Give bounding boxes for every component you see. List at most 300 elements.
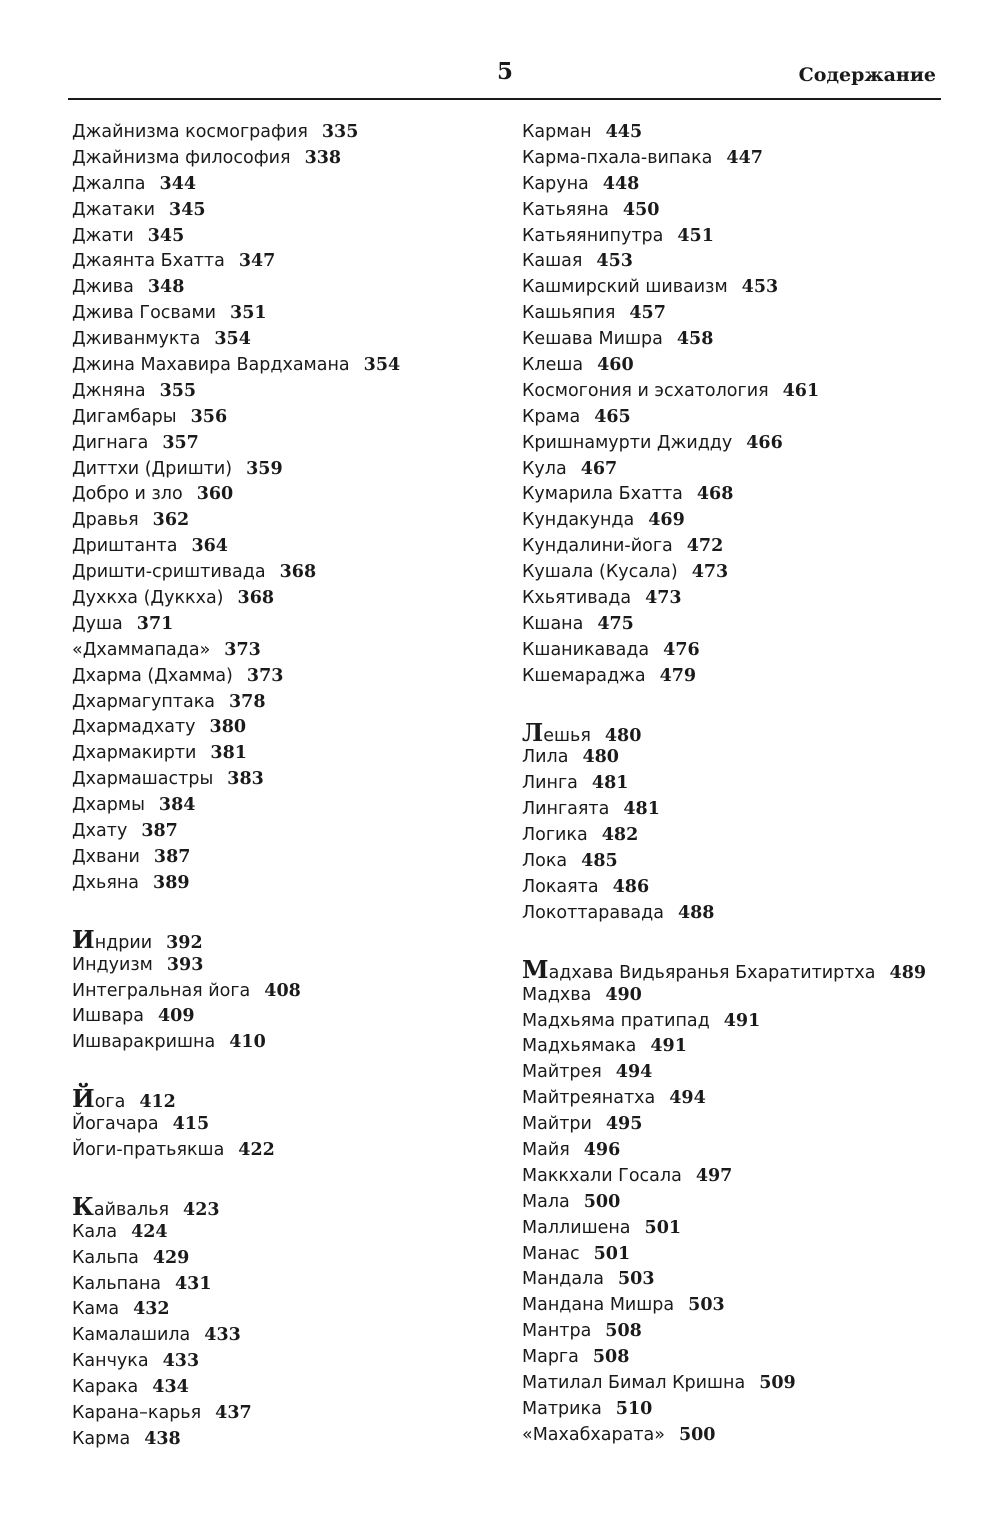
index-page-number: 503 (688, 1295, 725, 1316)
index-page-number: 481 (591, 773, 629, 794)
header-rule (68, 98, 941, 100)
index-page-number: 491 (723, 1010, 761, 1031)
running-header-title: Содержание (798, 64, 936, 86)
index-term: Кула (522, 458, 567, 479)
index-page-number: 458 (676, 329, 714, 350)
index-term: Дхармашастры (72, 769, 214, 790)
section-initial-letter: И (72, 924, 95, 954)
index-term: Мадхва (522, 984, 592, 1005)
index-term: Майтрея (522, 1062, 602, 1083)
index-entry (72, 979, 492, 1005)
index-page-number: 354 (214, 329, 251, 350)
index-term: Матрика (522, 1398, 602, 1419)
index-term: Интегральная йога (72, 980, 251, 1001)
index-term: Йоги-пратьякша (72, 1139, 225, 1160)
index-page-number: 360 (196, 484, 234, 505)
index-term: Лила (522, 747, 569, 768)
index-entry (72, 664, 492, 690)
index-page-number: 473 (691, 562, 729, 583)
index-page-number: 429 (152, 1247, 190, 1268)
index-term: Локоттаравада (522, 902, 664, 923)
index-entry (72, 146, 492, 172)
index-entry (522, 482, 962, 508)
index-entry (522, 1112, 962, 1138)
index-term: Дриштанта (72, 536, 178, 557)
index-page-number: 460 (597, 355, 634, 376)
index-page-number: 433 (204, 1325, 241, 1346)
index-page-number: 431 (174, 1273, 212, 1294)
index-page-number: 378 (229, 691, 266, 712)
index-page-number: 509 (759, 1372, 796, 1393)
index-term: Карма (72, 1428, 131, 1449)
index-term: Карман (522, 122, 592, 142)
index-term: Кхьятивада (522, 588, 632, 609)
index-term: Майя (522, 1139, 570, 1160)
index-page-number: 438 (144, 1428, 181, 1449)
page-number: 5 (496, 58, 513, 85)
index-entry (72, 405, 492, 431)
index-term: ешья (543, 725, 591, 746)
index-page-number: 497 (695, 1165, 733, 1186)
index-page-number: 482 (601, 825, 639, 846)
index-term: Майтри (522, 1114, 592, 1135)
index-term: Дхату (72, 821, 128, 842)
index-term: Кашьяпия (522, 303, 616, 324)
index-entry-section-start (72, 1191, 492, 1221)
index-term: Дхармакирти (72, 743, 197, 764)
index-entry (522, 586, 962, 612)
index-page-number: 466 (746, 432, 783, 453)
index-term: Кальпана (72, 1273, 161, 1294)
index-page-number: 508 (592, 1347, 630, 1368)
index-entry (522, 224, 962, 250)
index-term: Дхвани (72, 846, 140, 867)
index-entry (522, 457, 962, 483)
index-page-number: 468 (696, 484, 734, 505)
index-term: «Дхаммапада» (72, 639, 211, 660)
index-page-number: 383 (227, 769, 264, 790)
index-page-number: 491 (650, 1036, 687, 1057)
index-term: Карака (72, 1377, 139, 1398)
index-page-number: 335 (321, 122, 359, 142)
index-term: Дигамбары (72, 406, 177, 427)
index-page-number: 495 (605, 1114, 643, 1135)
index-term: Дхармагуптака (72, 691, 215, 712)
index-term: Маллишена (522, 1217, 631, 1238)
index-page-number: 457 (629, 303, 666, 324)
index-entry (522, 508, 962, 534)
index-page-number: 503 (618, 1269, 655, 1290)
index-term: Лока (522, 851, 568, 872)
index-entry (72, 172, 492, 198)
index-entry (522, 301, 962, 327)
index-term: Джатаки (72, 199, 156, 220)
index-entry (522, 146, 962, 172)
index-entry (72, 1401, 492, 1427)
index-page-number: 409 (157, 1006, 195, 1027)
index-term: Кшана (522, 613, 584, 634)
index-term: Катьяянипутра (522, 225, 664, 246)
index-page-number: 445 (605, 122, 643, 142)
index-entry (72, 275, 492, 301)
index-entry (522, 1267, 962, 1293)
index-page-number: 453 (741, 277, 779, 298)
index-entry (72, 301, 492, 327)
index-term: Индуизм (72, 954, 153, 975)
index-term: Кришнамурти Джидду (522, 432, 733, 453)
index-entry (522, 875, 962, 901)
index-entry (72, 715, 492, 741)
index-page-number: 373 (246, 665, 284, 686)
index-entry (72, 508, 492, 534)
index-entry (522, 1060, 962, 1086)
index-entry (522, 771, 962, 797)
index-term: ндрии (94, 932, 153, 953)
index-page-number: 412 (139, 1092, 176, 1113)
index-term: Джива (72, 277, 134, 298)
index-entry (72, 1138, 492, 1164)
index-page-number: 450 (622, 199, 660, 220)
index-entry (72, 1004, 492, 1030)
index-entry (522, 1086, 962, 1112)
index-term: Мандала (522, 1269, 604, 1290)
index-term: Камалашила (72, 1325, 191, 1346)
index-entry (522, 275, 962, 301)
index-page-number: 469 (648, 510, 685, 531)
index-page-number: 501 (593, 1243, 631, 1264)
index-term: Марга (522, 1347, 579, 1368)
index-entry (522, 1009, 962, 1035)
index-page-number: 434 (152, 1377, 189, 1398)
index-entry (72, 690, 492, 716)
index-term: Дхьяна (72, 872, 140, 893)
index-page-number: 448 (602, 173, 640, 194)
index-entry (72, 327, 492, 353)
index-term: Джаянта Бхатта (72, 251, 225, 272)
index-entry (522, 745, 962, 771)
index-term: Маккхали Госала (522, 1165, 682, 1186)
index-page-number: 384 (158, 795, 196, 816)
index-entry-section-start (522, 954, 962, 984)
index-page-number: 473 (645, 588, 682, 609)
index-term: Кашая (522, 251, 583, 272)
index-page-number: 344 (159, 173, 197, 194)
index-entry (72, 586, 492, 612)
index-entry (72, 1375, 492, 1401)
index-page-number: 480 (582, 747, 619, 768)
index-term: Матилал Бимал Кришна (522, 1372, 746, 1393)
index-entry (522, 849, 962, 875)
index-term: Йогачара (72, 1114, 159, 1135)
index-entry (72, 1030, 492, 1056)
index-term: Джати (72, 225, 134, 246)
index-page-number: 373 (224, 639, 261, 660)
index-entry (72, 353, 492, 379)
index-column-left (72, 120, 492, 1453)
index-page-number: 481 (623, 799, 660, 820)
index-page-number: 422 (238, 1139, 275, 1160)
index-page-number: 381 (210, 743, 247, 764)
index-term: Кундакунда (522, 510, 635, 531)
index-page-number: 371 (136, 613, 174, 634)
index-entry (522, 1345, 962, 1371)
index-term: Диттхи (Дришти) (72, 458, 233, 479)
index-entry (522, 1034, 962, 1060)
index-term: Космогония и эсхатология (522, 380, 769, 401)
index-entry (72, 638, 492, 664)
index-term: Джива Госвами (72, 303, 217, 324)
index-entry (72, 534, 492, 560)
index-page-number: 500 (583, 1191, 621, 1212)
index-term: Мала (522, 1191, 570, 1212)
index-entry (522, 901, 962, 927)
index-entry (72, 793, 492, 819)
index-term: «Махабхарата» (522, 1424, 665, 1445)
index-page-number: 424 (131, 1221, 168, 1242)
index-term: Кшаникавада (522, 639, 650, 660)
index-entry (72, 457, 492, 483)
index-page-number: 461 (782, 380, 820, 401)
index-page-number: 364 (191, 536, 228, 557)
index-term: Дигнага (72, 432, 149, 453)
index-page-number: 356 (190, 406, 228, 427)
index-column-right (522, 120, 962, 1449)
index-entry (72, 767, 492, 793)
index-page-number: 410 (229, 1032, 266, 1053)
index-page-number: 415 (172, 1114, 210, 1135)
index-entry (72, 845, 492, 871)
index-page-number: 494 (615, 1062, 653, 1083)
section-initial-letter: М (522, 954, 549, 984)
index-term: Дхармы (72, 795, 145, 816)
index-page-number: 408 (264, 980, 301, 1001)
index-term: Локаята (522, 876, 599, 897)
index-term: Мадхьяма пратипад (522, 1010, 710, 1031)
index-page-number: 432 (133, 1299, 170, 1320)
section-initial-letter: К (72, 1191, 94, 1221)
index-page-number: 501 (644, 1217, 682, 1238)
index-entry (72, 379, 492, 405)
index-entry (522, 327, 962, 353)
index-term: Клеша (522, 355, 584, 376)
index-term: Линга (522, 773, 578, 794)
index-term: Кама (72, 1299, 120, 1320)
index-term: Кумарила Бхатта (522, 484, 683, 505)
index-page-number: 380 (209, 717, 247, 738)
index-term: Дришти-сриштивада (72, 562, 266, 583)
index-entry (522, 560, 962, 586)
index-term: ога (94, 1092, 126, 1113)
index-term: Майтреянатха (522, 1088, 656, 1109)
index-page-number: 357 (162, 432, 199, 453)
index-page-number: 345 (147, 225, 185, 246)
index-entry (522, 1371, 962, 1397)
index-entry (522, 1293, 962, 1319)
index-page-number: 347 (238, 251, 276, 272)
index-page-number: 359 (246, 458, 283, 479)
index-entry (72, 871, 492, 897)
index-term: Джайнизма космография (72, 122, 308, 142)
index-entry (522, 120, 962, 146)
index-page-number: 451 (677, 225, 714, 246)
index-page-number: 465 (594, 406, 631, 427)
index-entry (522, 405, 962, 431)
index-page-number: 480 (604, 725, 642, 746)
index-page-number: 355 (159, 380, 197, 401)
index-entry (72, 819, 492, 845)
index-term: Джняна (72, 380, 146, 401)
index-page-number: 368 (237, 588, 275, 609)
index-term: Кешава Мишра (522, 329, 663, 350)
index-term: Манас (522, 1243, 580, 1264)
index-entry (522, 198, 962, 224)
index-entry (72, 249, 492, 275)
index-entry (522, 431, 962, 457)
index-term: Крама (522, 406, 581, 427)
index-page-number: 389 (153, 872, 190, 893)
index-entry (522, 664, 962, 690)
index-page-number: 433 (162, 1351, 200, 1372)
index-entry (72, 612, 492, 638)
index-term: Мантра (522, 1321, 592, 1342)
index-page-number: 338 (304, 147, 342, 168)
index-entry (522, 1164, 962, 1190)
index-entry (72, 1272, 492, 1298)
index-entry (72, 1427, 492, 1453)
index-page-number: 392 (166, 932, 203, 953)
index-entry (72, 1297, 492, 1323)
index-entry (72, 741, 492, 767)
index-entry-section-start (72, 1086, 492, 1112)
index-page-number: 496 (583, 1139, 621, 1160)
section-initial-letter: Й (72, 1084, 95, 1114)
index-page-number: 423 (183, 1199, 220, 1220)
index-term: Канчука (72, 1351, 149, 1372)
index-term: Добро и зло (72, 484, 183, 505)
index-page-number: 387 (141, 821, 178, 842)
index-page-number: 479 (659, 665, 697, 686)
index-term: Каруна (522, 173, 589, 194)
index-entry (522, 1216, 962, 1242)
index-term: Мадхьямака (522, 1036, 637, 1057)
index-entry-section-start (72, 924, 492, 954)
index-page-number: 475 (597, 613, 634, 634)
index-term: Лингаята (522, 799, 610, 820)
index-entry (522, 638, 962, 664)
index-entry (522, 1397, 962, 1423)
index-term: Мандана Мишра (522, 1295, 675, 1316)
index-term: айвалья (93, 1199, 170, 1220)
index-entry (522, 249, 962, 275)
index-page-number: 447 (726, 147, 763, 168)
index-page-number: 472 (686, 536, 724, 557)
index-term: Кушала (Кусала) (522, 562, 678, 583)
index-entry (72, 198, 492, 224)
index-term: Дхармадхату (72, 717, 196, 738)
index-term: Духкха (Дуккха) (72, 588, 224, 609)
index-term: Кальпа (72, 1247, 139, 1268)
index-entry (522, 1423, 962, 1449)
index-entry (522, 353, 962, 379)
index-page-number: 510 (615, 1398, 653, 1419)
index-entry (72, 482, 492, 508)
index-entry (72, 120, 492, 146)
index-term: Дхарма (Дхамма) (72, 665, 233, 686)
index-term: Кашмирский шиваизм (522, 277, 728, 298)
index-page-number: 362 (152, 510, 190, 531)
index-page-number: 494 (669, 1088, 706, 1109)
index-page-number: 486 (612, 876, 650, 897)
index-page-number: 476 (663, 639, 700, 660)
index-entry (72, 1323, 492, 1349)
index-term: Душа (72, 613, 123, 634)
index-entry (72, 1246, 492, 1272)
index-term: Карана–карья (72, 1402, 202, 1423)
index-page-number: 453 (596, 251, 633, 272)
index-page-number: 508 (605, 1321, 642, 1342)
index-entry (522, 797, 962, 823)
index-page-number: 393 (166, 954, 204, 975)
index-term: Джайнизма философия (72, 147, 291, 168)
index-page-number: 351 (230, 303, 267, 324)
index-entry (522, 172, 962, 198)
index-term: адхава Видьяранья Бхаратитиртха (548, 962, 876, 983)
index-entry (522, 379, 962, 405)
index-entry (522, 823, 962, 849)
index-entry (522, 983, 962, 1009)
index-entry (72, 953, 492, 979)
index-term: Кшемараджа (522, 665, 646, 686)
index-page-number: 489 (889, 962, 927, 983)
index-entry (522, 1190, 962, 1216)
section-initial-letter: Л (522, 717, 544, 747)
index-term: Ишвара (72, 1006, 144, 1027)
index-page-number: 368 (279, 562, 317, 583)
index-entry (72, 560, 492, 586)
index-entry (72, 1112, 492, 1138)
index-page-number: 348 (147, 277, 185, 298)
index-term: Дживанмукта (72, 329, 201, 350)
index-term: Катьяяна (522, 199, 609, 220)
index-term: Кала (72, 1221, 118, 1242)
index-entry (72, 1349, 492, 1375)
index-page-number: 437 (215, 1402, 252, 1423)
index-term: Джина Махавира Вардхамана (72, 355, 350, 376)
index-term: Карма-пхала-випака (522, 147, 713, 168)
index-entry (522, 1138, 962, 1164)
index-page-number: 488 (677, 902, 715, 923)
index-page-number: 387 (153, 846, 191, 867)
index-page-number: 467 (580, 458, 618, 479)
index-page-number: 490 (605, 984, 642, 1005)
index-term: Кундалини-йога (522, 536, 673, 557)
index-entry (72, 224, 492, 250)
index-term: Джалпа (72, 173, 146, 194)
index-term: Ишваракришна (72, 1032, 216, 1053)
index-entry-section-start (522, 717, 962, 747)
index-term: Логика (522, 825, 588, 846)
index-page-number: 345 (169, 199, 206, 220)
index-page-number: 500 (678, 1424, 716, 1445)
index-entry (522, 1242, 962, 1268)
index-entry (72, 431, 492, 457)
index-entry (522, 1319, 962, 1345)
index-page-number: 485 (581, 851, 618, 872)
index-entry (72, 1220, 492, 1246)
index-entry (522, 534, 962, 560)
index-entry (522, 612, 962, 638)
index-page-number: 354 (363, 355, 401, 376)
